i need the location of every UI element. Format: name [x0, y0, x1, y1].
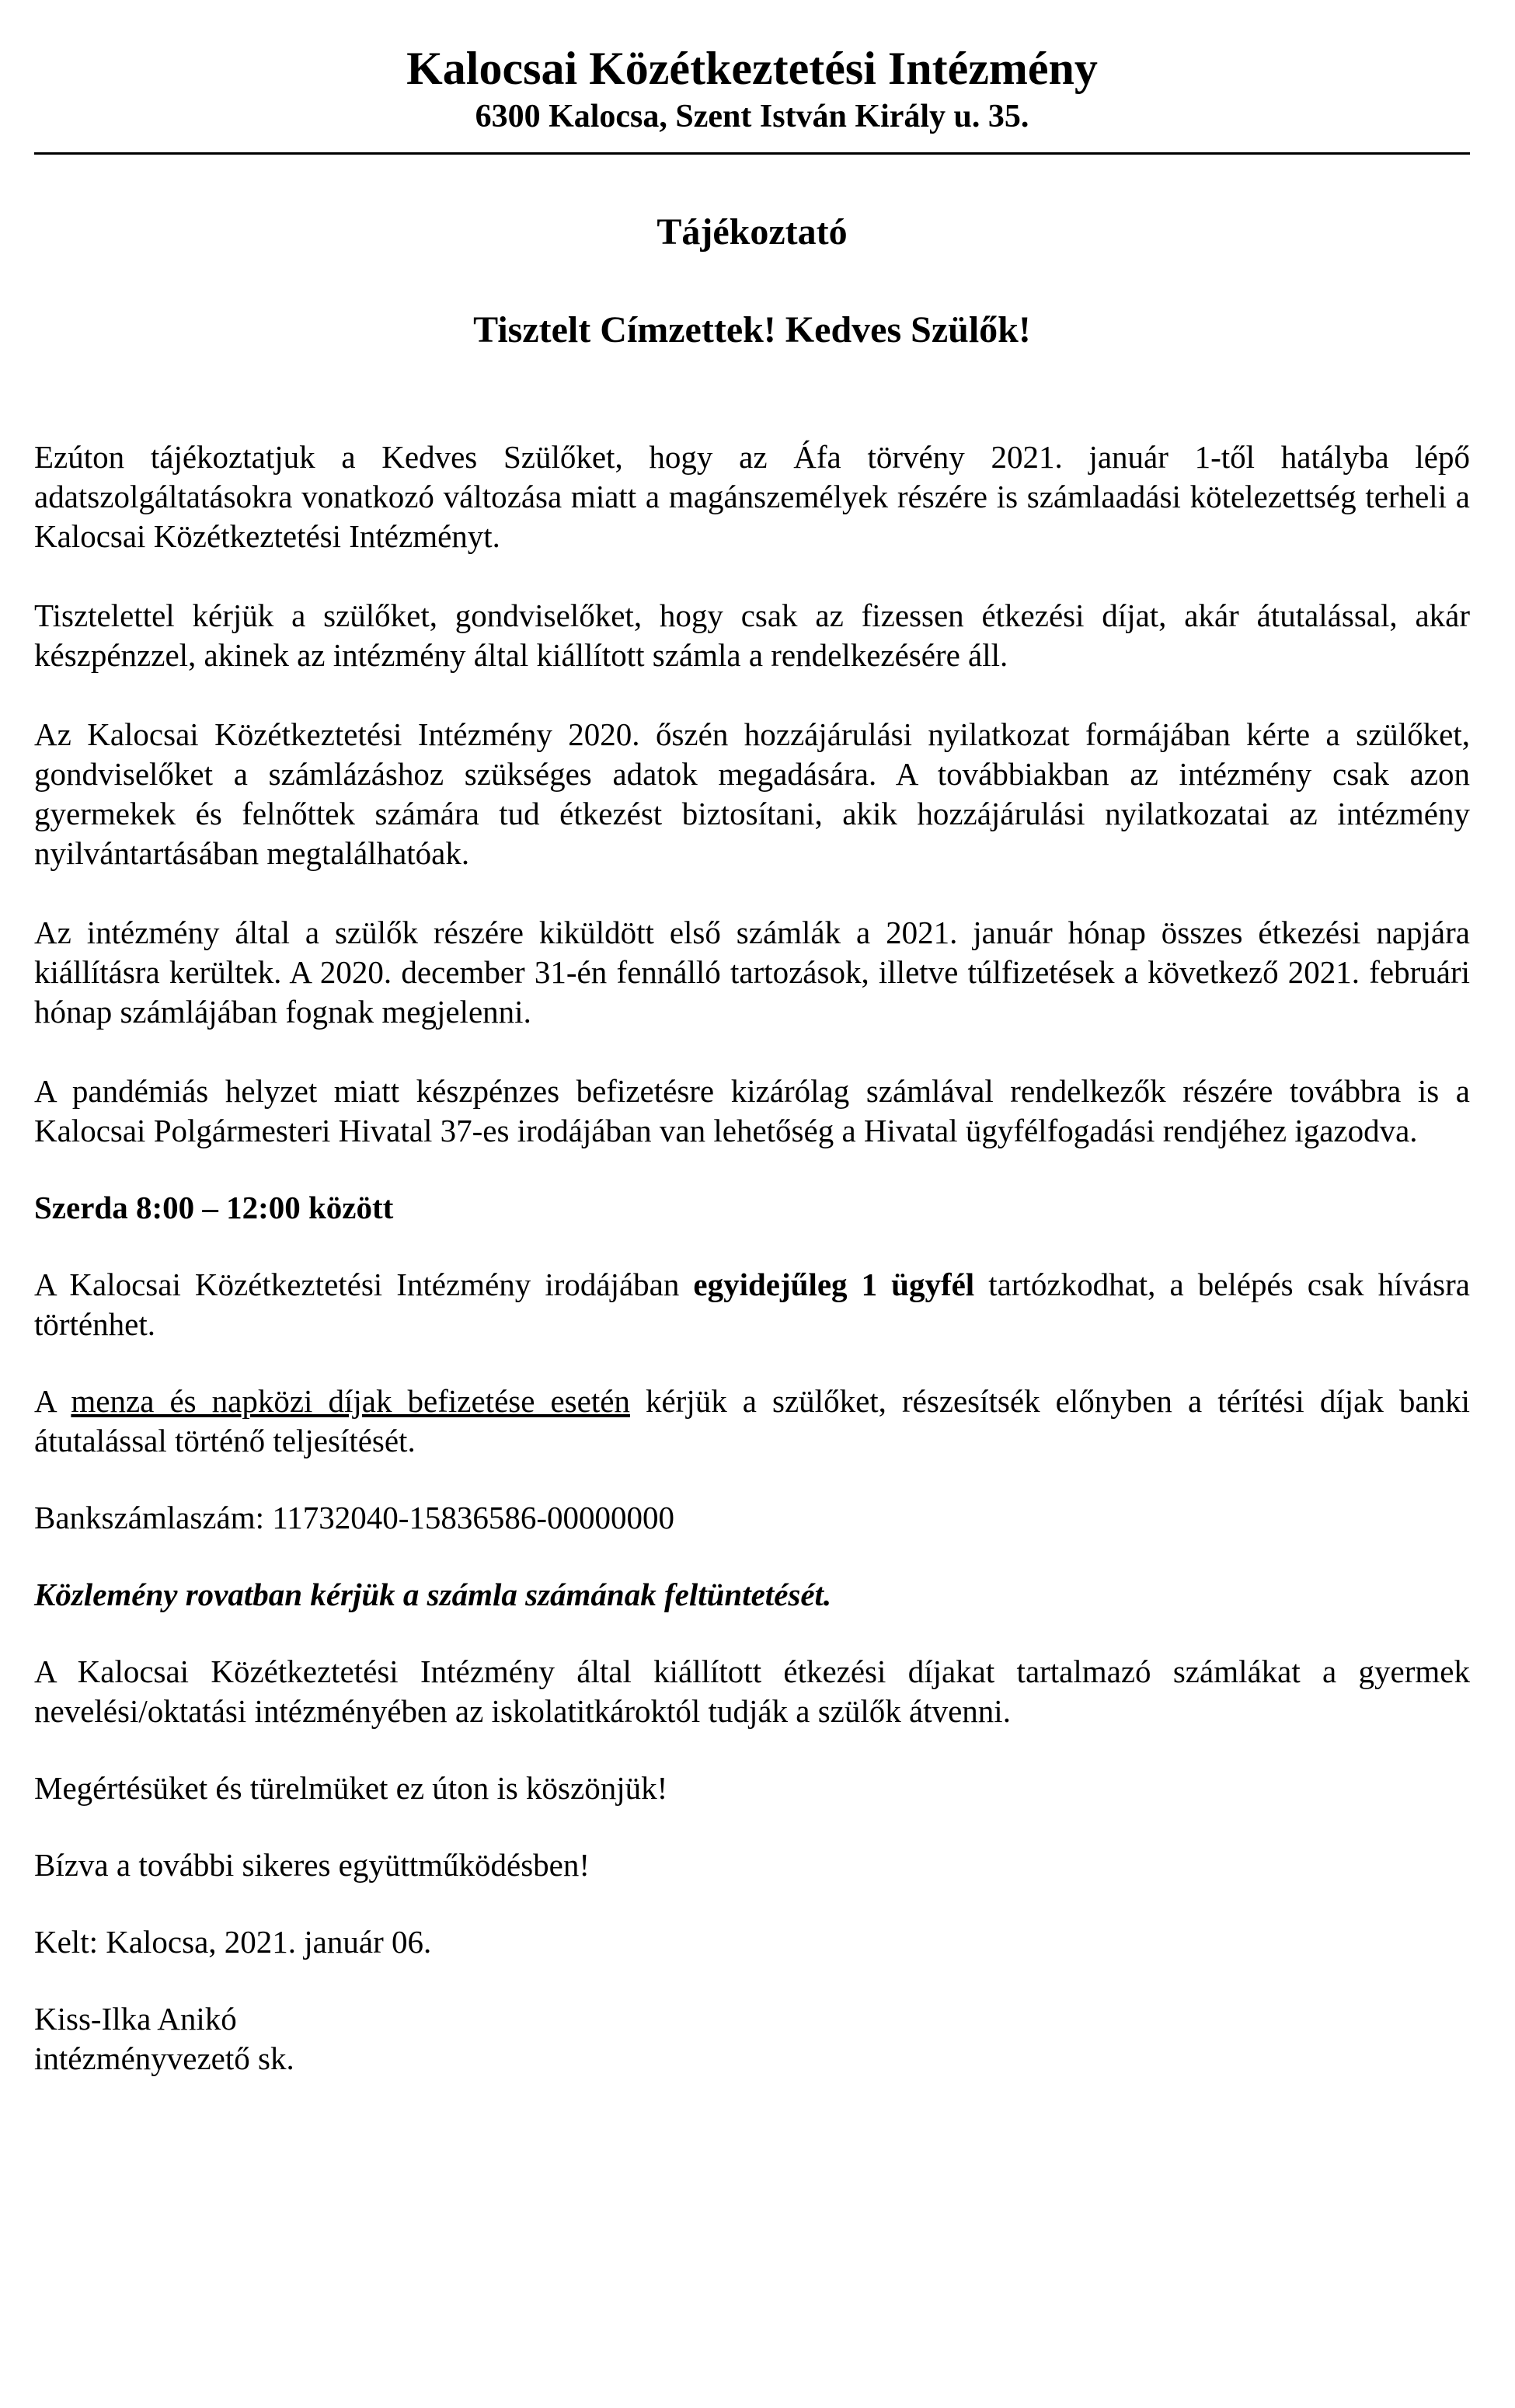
- payment-notice: Közlemény rovatban kérjük a számla számának feltüntetését.: [34, 1577, 832, 1612]
- header-divider: [34, 152, 1470, 155]
- office-hours: Szerda 8:00 – 12:00 között: [34, 1190, 394, 1225]
- office-visit-text-start: A Kalocsai Közétkeztetési Intézmény irodájában: [34, 1267, 694, 1302]
- paragraph-payment-request: Tisztelettel kérjük a szülőket, gondviselőket, hogy csak az fizessen étkezési díjat, akár átutalással, akár készpénzzel, akinek az intézmény által kiállított számla a rendelkezésére áll.: [34, 598, 1470, 673]
- paragraph-consent-declaration: Az Kalocsai Közétkeztetési Intézmény 2020. őszén hozzájárulási nyilatkozat formájában kérte a szülőket, gondviselőket a számlázáshoz szükséges adatok megadására. A továbbiakban az intézmény csak azon gyermekek és felnőttek számára tud étkezést biztosítani, akik hozzájárulási nyilatkozatai az intézmény nyilvántartásában megtalálhatóak.: [34, 716, 1470, 871]
- paragraph-vat-change: Ezúton tájékoztatjuk a Kedves Szülőket, hogy az Áfa törvény 2021. január 1-től hatályba lépő adatszolgáltatásokra vonatkozó változása miatt a magánszemélyek részére is számlaadási kötelezettség terheli a Kalocsai Közétkeztetési Intézményt.: [34, 439, 1470, 554]
- bank-account-number: Bankszámlaszám: 11732040-15836586-00000000: [34, 1500, 675, 1535]
- paragraph-office-visit: [34, 1265, 1470, 1344]
- document-title: Tájékoztató: [656, 211, 848, 253]
- institution-address: 6300 Kalocsa, Szent István Király u. 35.: [475, 99, 1029, 134]
- date-line: Kelt: Kalocsa, 2021. január 06.: [34, 1924, 432, 1960]
- paragraph-cash-payment: A pandémiás helyzet miatt készpénzes befizetésre kizárólag számlával rendelkezők részére továbbra is a Kalocsai Polgármesteri Hivatal 37-es irodájában van lehetőség a Hivatal ügyfélfogadási rendjéhez igazodva.: [34, 1073, 1470, 1148]
- office-visit-emphasis: egyidejűleg 1 ügyfél: [693, 1267, 975, 1302]
- paragraph-first-invoices: Az intézmény által a szülők részére kiküldött első számlák a 2021. január hónap összes étkezési napjára kiállításra kerültek. A 2020. december 31-én fennálló tartozások, illetve túlfizetések a következő 2021. februári hónap számlájában fognak megjelenni.: [34, 915, 1470, 1030]
- paragraph-bank-transfer: [34, 1382, 1470, 1461]
- signature-role: intézményvezető sk.: [34, 2040, 294, 2076]
- bank-transfer-text-start: A: [34, 1383, 71, 1419]
- paragraph-invoice-pickup: A Kalocsai Közétkeztetési Intézmény által kiállított étkezési díjakat tartalmazó számlákat a gyermek nevelési/oktatási intézményében az iskolatitkároktól tudják a szülők átvenni.: [34, 1654, 1470, 1729]
- signature-name: Kiss-Ilka Anikó: [34, 2001, 237, 2037]
- office-visit-text-end: tartózkodhat, a belépés csak hívásra történhet.: [34, 1267, 1470, 1342]
- thanks-line: Megértésüket és türelmüket ez úton is köszönjük!: [34, 1770, 668, 1806]
- bank-transfer-underlined: menza és napközi díjak befizetése esetén: [71, 1383, 630, 1419]
- salutation: Tisztelt Címzettek! Kedves Szülők!: [473, 309, 1031, 350]
- institution-name: Kalocsai Közétkeztetési Intézmény: [406, 43, 1098, 94]
- closing-line: Bízva a további sikeres együttműködésben!: [34, 1847, 590, 1883]
- bank-transfer-text-end: kérjük a szülőket, részesítsék előnyben a térítési díjak banki átutalással történő teljesítését.: [34, 1383, 1470, 1458]
